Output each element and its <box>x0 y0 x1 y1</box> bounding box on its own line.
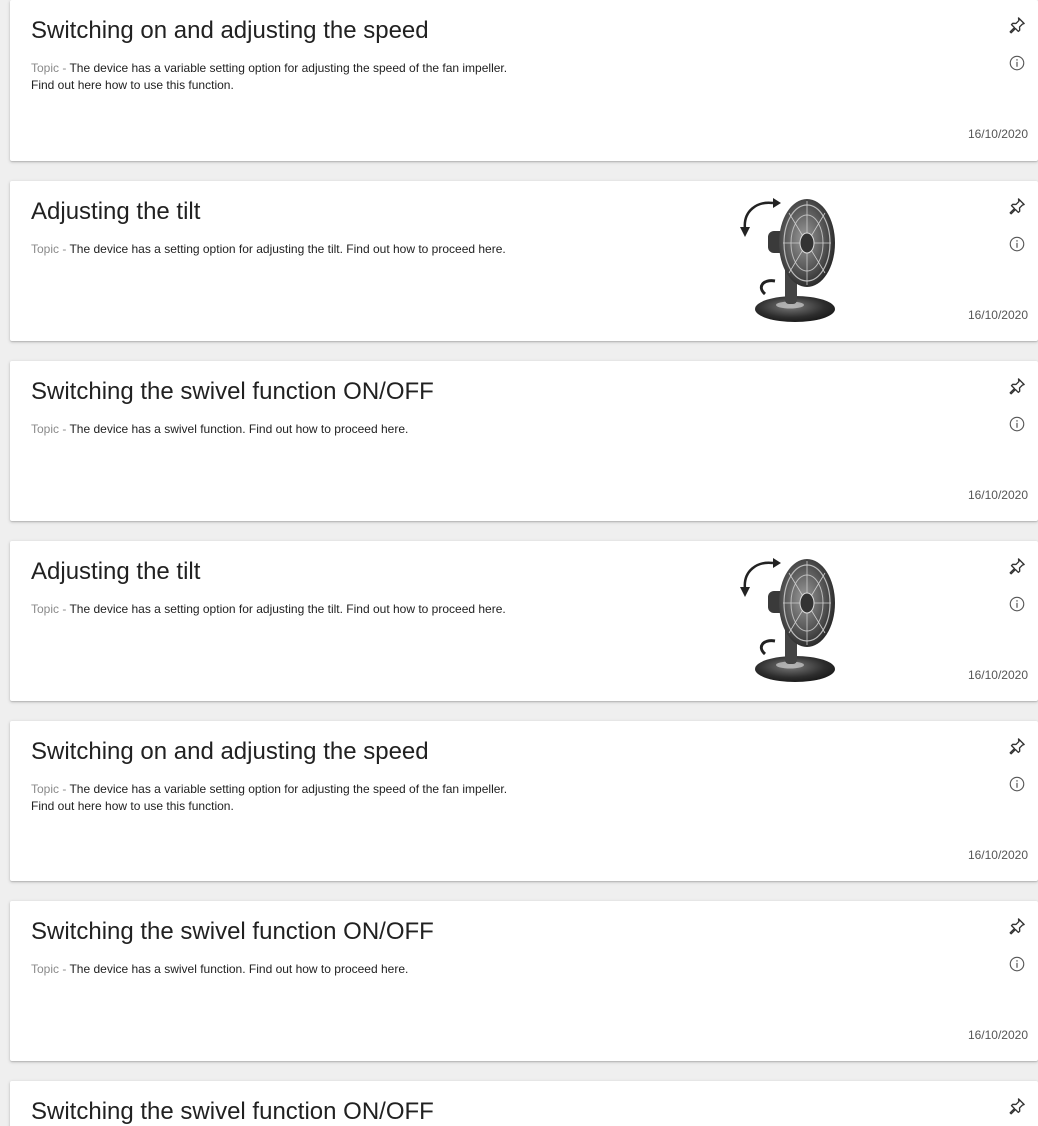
card-description <box>31 961 691 978</box>
topic-card[interactable] <box>10 361 1038 521</box>
pin-icon[interactable] <box>1008 16 1026 34</box>
description-text-line2: Find out here how to use this function. <box>31 78 234 92</box>
topic-separator: - <box>59 602 70 616</box>
description-text: The device has a setting option for adjusting the tilt. Find out how to proceed here. <box>69 602 506 616</box>
info-icon[interactable] <box>1008 775 1026 793</box>
card-description <box>31 421 691 438</box>
card-title[interactable]: Switching the swivel function ON/OFF <box>31 378 434 405</box>
topic-separator: - <box>59 962 70 976</box>
description-text: The device has a setting option for adjusting the tilt. Find out how to proceed here. <box>69 242 506 256</box>
card-title[interactable]: Switching on and adjusting the speed <box>31 17 429 44</box>
topic-card[interactable] <box>10 721 1038 881</box>
card-title[interactable]: Adjusting the tilt <box>31 558 201 585</box>
topic-separator: - <box>59 242 70 256</box>
pin-icon[interactable] <box>1008 377 1026 395</box>
topic-card[interactable] <box>10 0 1038 161</box>
card-date: 16/10/2020 <box>967 308 1028 322</box>
card-description <box>31 601 691 618</box>
info-icon[interactable] <box>1008 955 1026 973</box>
info-icon[interactable] <box>1008 235 1026 253</box>
card-description <box>31 241 691 258</box>
topic-label: Topic <box>31 242 60 256</box>
pin-icon[interactable] <box>1008 1097 1026 1115</box>
pin-icon[interactable] <box>1008 557 1026 575</box>
topic-card[interactable] <box>10 541 1038 701</box>
topic-label: Topic <box>31 602 60 616</box>
desk-fan-tilt-image <box>735 189 845 329</box>
info-icon[interactable] <box>1008 595 1026 613</box>
card-title[interactable]: Switching the swivel function ON/OFF <box>31 918 434 945</box>
pin-icon[interactable] <box>1008 737 1026 755</box>
description-text: The device has a variable setting option for adjusting the speed of the fan impeller. <box>69 782 508 796</box>
description-text: The device has a swivel function. Find out how to proceed here. <box>69 422 409 436</box>
topic-label: Topic <box>31 61 60 75</box>
card-date: 16/10/2020 <box>967 1028 1028 1042</box>
topic-label: Topic <box>31 962 60 976</box>
topic-card[interactable] <box>10 1081 1038 1126</box>
info-icon[interactable] <box>1008 54 1026 72</box>
topic-card[interactable] <box>10 901 1038 1061</box>
topic-separator: - <box>59 782 70 796</box>
topic-separator: - <box>59 422 70 436</box>
card-title[interactable]: Switching the swivel function ON/OFF <box>31 1098 434 1125</box>
card-title[interactable]: Adjusting the tilt <box>31 198 201 225</box>
description-text-line2: Find out here how to use this function. <box>31 799 234 813</box>
description-text: The device has a variable setting option for adjusting the speed of the fan impeller. <box>69 61 508 75</box>
topic-label: Topic <box>31 782 60 796</box>
description-text: The device has a swivel function. Find out how to proceed here. <box>69 962 409 976</box>
card-description <box>31 60 691 94</box>
topic-label: Topic <box>31 422 60 436</box>
topic-card[interactable] <box>10 181 1038 341</box>
card-date: 16/10/2020 <box>967 488 1028 502</box>
info-icon[interactable] <box>1008 415 1026 433</box>
card-date: 16/10/2020 <box>967 668 1028 682</box>
card-date: 16/10/2020 <box>967 848 1028 862</box>
topic-separator: - <box>59 61 70 75</box>
card-date: 16/10/2020 <box>967 127 1028 141</box>
card-description <box>31 781 691 815</box>
card-title[interactable]: Switching on and adjusting the speed <box>31 738 429 765</box>
pin-icon[interactable] <box>1008 197 1026 215</box>
desk-fan-tilt-image <box>735 549 845 689</box>
pin-icon[interactable] <box>1008 917 1026 935</box>
